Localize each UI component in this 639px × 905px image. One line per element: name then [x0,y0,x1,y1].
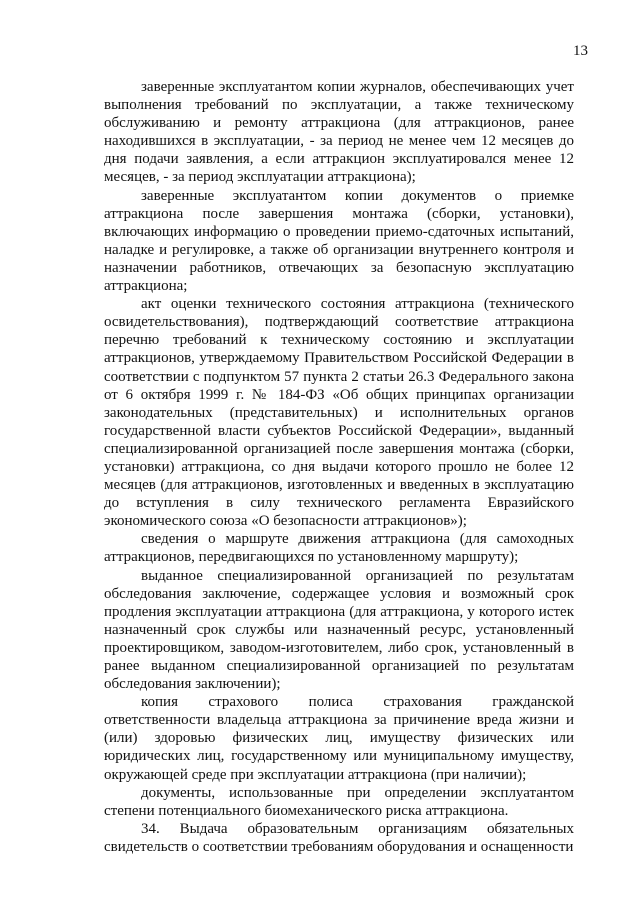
paragraph-extension-conclusion: выданное специализированной организацией по результатам обследования заключение, содержащее условия и возможный срок продления эксплуатации аттракциона (для аттракциона, у которого истек назначенный срок службы или назначенный ресурс, установленный проектировщиком, заводом-изготовителем, либо срок, установленный в ранее выданном специализированной организацией по результатам обследования заключении); [104,567,574,693]
paragraph-item-34: 34. Выдача образовательным организациям обязательных свидетельств о соответствии требованиям оборудования и оснащенности [104,820,574,855]
body-text [104,78,574,856]
paragraph-acceptance-documents: заверенные эксплуатантом копии документов о приемке аттракциона после завершения монтажа (сборки, установки), включающих информацию о проведении приемо-сдаточных испытаний, наладке и регулировке, а также об организации внутреннего контроля и назначении работников, отвечающих за безопасную эксплуатацию аттракциона; [104,187,574,295]
paragraph-insurance-policy: копия страхового полиса страхования гражданской ответственности владельца аттракциона за причинение вреда жизни и (или) здоровью физических лиц, имуществу физических или юридических лиц, государственному или муниципальному имуществу, окружающей среде при эксплуатации аттракциона (при наличии); [104,694,574,783]
paragraph-risk-documents: документы, использованные при определении эксплуатантом степени потенциального биомеханического риска аттракциона. [104,784,574,819]
paragraph-technical-assessment-act: акт оценки технического состояния аттракциона (технического освидетельствования), подтверждающий соответствие аттракциона перечню требований к техническому состоянию и эксплуатации аттракционов, утверждаемому Правительством Российской Федерации в соответствии с подпунктом 57 пункта 2 статьи 26.3 Федерального закона от 6 октября 1999 г. № 184-ФЗ «Об общих принципах организации законодательных (представительных) и исполнительных органов государственной власти субъектов Российской Федерации», выданный специализированной организацией после завершения монтажа (сборки, установки) аттракциона, со дня выдачи которого прошло не более 12 месяцев (для аттракционов, изготовленных и введенных в эксплуатацию до вступления в силу технического регламента Евразийского экономического союза «О безопасности аттракционов»); [104,296,574,530]
page-number: 13 [573,43,588,59]
paragraph-route-info: сведения о маршруте движения аттракциона (для самоходных аттракционов, передвигающихся по установленному маршруту); [104,531,574,566]
paragraph-journals-copies: заверенные эксплуатантом копии журналов, обеспечивающих учет выполнения требований по эксплуатации, а также техническому обслуживанию и ремонту аттракциона (для аттракционов, ранее находившихся в эксплуатации, - за период не менее чем 12 месяцев до дня подачи заявления, а если аттракцион эксплуатировался менее 12 месяцев, - за период эксплуатации аттракциона); [104,79,574,186]
